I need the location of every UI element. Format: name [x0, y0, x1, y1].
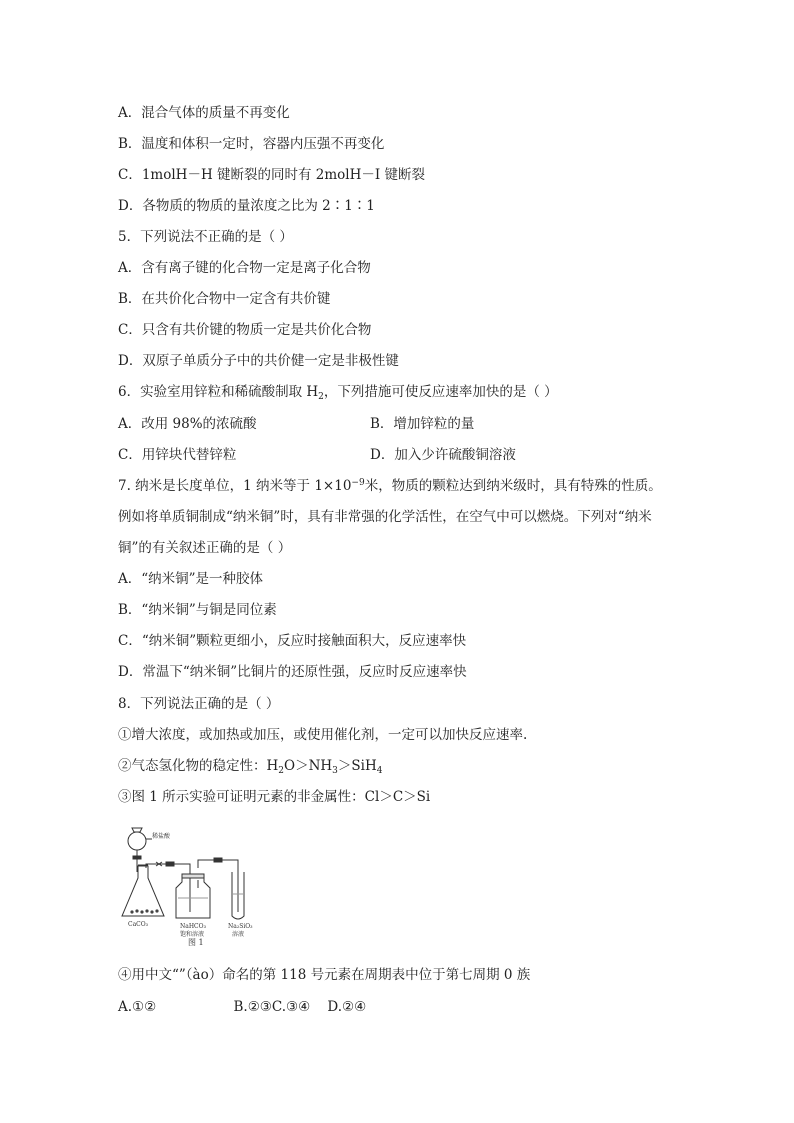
label-solution: 溶液 [232, 931, 245, 938]
q5-option-a: A．含有离子键的化合物一定是离子化合物 [118, 260, 371, 276]
q8-statement-2: ②气态氢化物的稳定性：$H_2O>NH_3>SiH_4$ [118, 758, 383, 776]
q7-option-a: A．“纳米铜”是一种胶体 [118, 571, 264, 587]
q8-options: A.①② B.②③C.③④ D.②④ [118, 999, 367, 1015]
q5-option-b: B．在共价化合物中一定含有共价键 [118, 291, 331, 307]
conical-flask [122, 866, 164, 916]
q6-option-b: B．增加锌粒的量 [370, 416, 475, 432]
funnel-stopper [132, 828, 142, 832]
funnel-bulb [128, 832, 146, 850]
q4-option-a: A．混合气体的质量不再变化 [118, 105, 290, 121]
q7-stem-line1: 7. 纳米是长度单位，1 纳米等于 $1\times 10^{-9}$米，物质的颗粒达到纳米级时，具有特殊的性质。 [118, 478, 662, 494]
q6-option-a: A．改用 98%的浓硫酸 [118, 416, 257, 432]
label-caco3: CaCO₃ [128, 921, 149, 928]
funnel-stopcock [133, 856, 141, 859]
q4-option-d: D．各物质的物质的量浓度之比为 2∶1∶1 [118, 198, 375, 214]
q7-option-b: B．“纳米铜”与铜是同位素 [118, 602, 277, 618]
q4-option-c: C．1molH－H 键断裂的同时有 2molH－I 键断裂 [118, 167, 426, 183]
q7-stem-line2: 例如将单质铜制成“纳米铜”时，具有非常强的化学活性，在空气中可以燃烧。下列对“纳米 [118, 509, 652, 525]
q8-statement-1: ①增大浓度，或加热或加压，或使用催化剂，一定可以加快反应速率. [118, 727, 528, 743]
q6-option-c: C．用锌块代替锌粒 [118, 447, 237, 463]
q7-option-c: C．“纳米铜”颗粒更细小，反应时接触面积大，反应速率快 [118, 633, 467, 649]
label-na2sio3: Na₂SiO₃ [228, 923, 253, 930]
label-dilute-hcl: 稀盐酸 [152, 833, 171, 840]
q5-option-d: D．双原子单质分子中的共价健一定是非极性键 [118, 353, 399, 369]
q6-stem: 6．实验室用锌粒和稀硫酸制取 $H_2$，下列措施可使反应速率加快的是（ ） [118, 384, 558, 402]
label-saturated-solution: 饱和溶液 [180, 931, 205, 938]
q7-option-d: D．常温下“纳米铜”比铜片的还原性强，反应时反应速率快 [118, 664, 467, 680]
q8-statement-3: ③图 1 所示实验可证明元素的非金属性：Cl＞C＞Si [118, 789, 431, 805]
q5-stem: 5．下列说法不正确的是（ ） [118, 229, 293, 245]
q8-statement-4: ④用中文“”（ào）命名的第 118 号元素在周期表中位于第七周期 0 族 [118, 967, 531, 983]
q8-stem: 8．下列说法正确的是（ ） [118, 696, 280, 712]
gas-washing-bottle [176, 876, 210, 918]
figure-caption: 图 1 [188, 938, 204, 947]
q7-stem-line3: 铜”的有关叙述正确的是（ ） [118, 540, 292, 556]
q5-option-c: C．只含有共价键的物质一定是共价化合物 [118, 322, 372, 338]
caco3-granules [130, 909, 158, 913]
label-nahco3: NaHCO₃ [180, 923, 206, 930]
q6-option-d: D．加入少许硫酸铜溶液 [370, 447, 516, 463]
q4-option-b: B．温度和体积一定时，容器内压强不再变化 [118, 136, 385, 152]
figure-1-apparatus [118, 824, 278, 948]
